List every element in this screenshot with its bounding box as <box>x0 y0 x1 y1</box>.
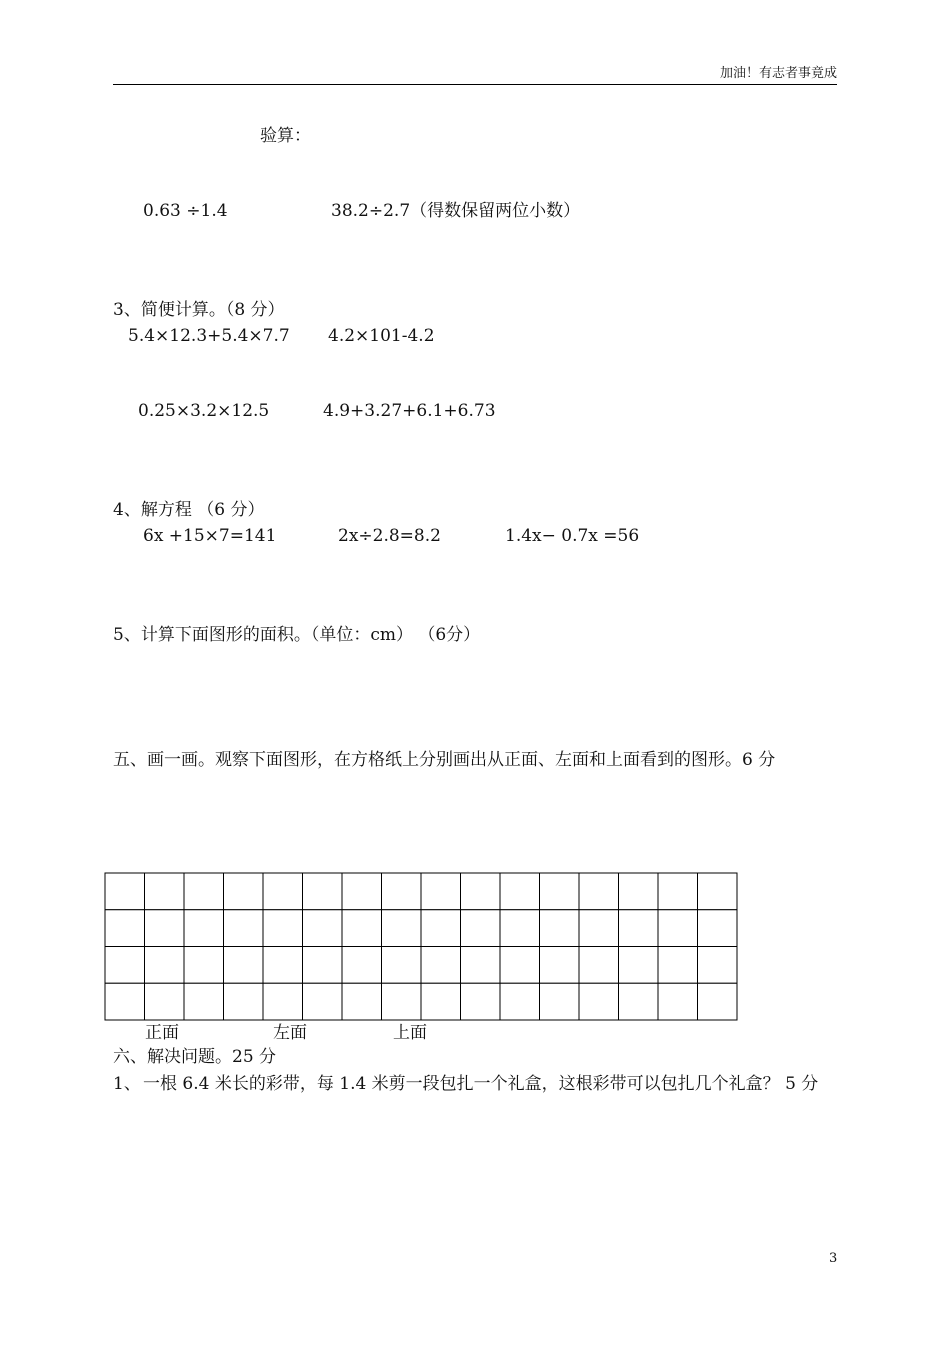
grid-cell[interactable] <box>619 947 659 984</box>
grid-cell[interactable] <box>382 873 422 910</box>
grid-cell[interactable] <box>263 947 303 984</box>
question-number: 1、 <box>113 1074 141 1094</box>
grid-cell[interactable] <box>579 873 619 910</box>
q3-title: 3、简便计算。（8 分） <box>113 300 285 320</box>
grid-cell[interactable] <box>698 983 738 1020</box>
grid-cell[interactable] <box>698 947 738 984</box>
grid-cell[interactable] <box>540 910 580 947</box>
grid-cell[interactable] <box>342 947 382 984</box>
grid-cell[interactable] <box>421 947 461 984</box>
question-text: 一根 6.4 米长的彩带，每 1.4 米剪一段包扎一个礼盒，这根彩带可以包扎几个礼盒？ 5 分 <box>143 1074 819 1094</box>
grid-cell[interactable] <box>224 873 264 910</box>
grid-cell[interactable] <box>145 873 185 910</box>
grid-cell[interactable] <box>184 873 224 910</box>
grid-cell[interactable] <box>619 983 659 1020</box>
check-expression-2: 38.2÷2.7（得数保留两位小数） <box>331 201 581 221</box>
page-number: 3 <box>829 1251 838 1266</box>
grid-cell[interactable] <box>540 983 580 1020</box>
view-label-front: 正面 <box>145 1023 179 1043</box>
grid-cell[interactable] <box>421 983 461 1020</box>
grid-cell[interactable] <box>579 983 619 1020</box>
grid-cell[interactable] <box>461 947 501 984</box>
grid-cell[interactable] <box>105 910 145 947</box>
grid-cell[interactable] <box>184 910 224 947</box>
grid-cell[interactable] <box>145 983 185 1020</box>
view-label-top: 上面 <box>393 1023 427 1043</box>
view-label-left: 左面 <box>273 1023 307 1043</box>
grid-cell[interactable] <box>461 983 501 1020</box>
grid-cell[interactable] <box>382 910 422 947</box>
grid-cell[interactable] <box>145 947 185 984</box>
check-label: 验算： <box>260 126 311 146</box>
grid-cell[interactable] <box>342 873 382 910</box>
grid-cell[interactable] <box>303 983 343 1020</box>
grid-cell[interactable] <box>540 947 580 984</box>
grid-cell[interactable] <box>658 947 698 984</box>
grid-cell[interactable] <box>224 983 264 1020</box>
grid-cell[interactable] <box>224 947 264 984</box>
grid-cell[interactable] <box>303 873 343 910</box>
q4-equation: 6x +15×7=141 <box>143 526 277 546</box>
grid-cell[interactable] <box>658 873 698 910</box>
check-expression-1: 0.63 ÷1.4 <box>143 201 228 221</box>
q4-equation: 1.4x− 0.7x =56 <box>505 526 640 546</box>
grid-cell[interactable] <box>500 910 540 947</box>
grid-cell[interactable] <box>382 947 422 984</box>
section6-title: 六、解决问题。25 分 <box>113 1047 277 1067</box>
grid-cell[interactable] <box>342 983 382 1020</box>
grid-cell[interactable] <box>698 873 738 910</box>
grid-cell[interactable] <box>184 983 224 1020</box>
grid-cell[interactable] <box>421 910 461 947</box>
grid-cell[interactable] <box>263 983 303 1020</box>
section6-question-1 <box>113 1071 837 1097</box>
grid-cell[interactable] <box>619 910 659 947</box>
q4-equation: 2x÷2.8=8.2 <box>338 526 441 546</box>
grid-cell[interactable] <box>303 947 343 984</box>
header-slogan: 加油！有志者事竟成 <box>719 66 837 81</box>
grid-cell[interactable] <box>658 910 698 947</box>
q3-expression: 4.2×101-4.2 <box>328 326 435 346</box>
grid-cell[interactable] <box>619 873 659 910</box>
grid-cell[interactable] <box>342 910 382 947</box>
grid-cell[interactable] <box>105 873 145 910</box>
grid-cell[interactable] <box>105 983 145 1020</box>
grid-cell[interactable] <box>658 983 698 1020</box>
grid-cell[interactable] <box>500 873 540 910</box>
grid-cell[interactable] <box>500 983 540 1020</box>
grid-cell[interactable] <box>421 873 461 910</box>
grid-cell[interactable] <box>145 910 185 947</box>
grid-cell[interactable] <box>224 910 264 947</box>
grid-cell[interactable] <box>698 910 738 947</box>
grid-cell[interactable] <box>263 910 303 947</box>
grid-cell[interactable] <box>382 983 422 1020</box>
header-divider <box>113 84 837 85</box>
q3-expression: 0.25×3.2×12.5 <box>138 401 270 421</box>
q4-title: 4、解方程 （6 分） <box>113 500 265 520</box>
grid-cell[interactable] <box>461 910 501 947</box>
q3-expression: 5.4×12.3+5.4×7.7 <box>128 326 290 346</box>
graph-paper-grid[interactable] <box>104 872 738 1021</box>
grid-cell[interactable] <box>184 947 224 984</box>
q3-expression: 4.9+3.27+6.1+6.73 <box>323 401 496 421</box>
grid-cell[interactable] <box>540 873 580 910</box>
q5-title: 5、计算下面图形的面积。（单位：cm） （6分） <box>113 625 481 645</box>
grid-cell[interactable] <box>461 873 501 910</box>
grid-cell[interactable] <box>500 947 540 984</box>
section5-title: 五、画一画。观察下面图形，在方格纸上分别画出从正面、左面和上面看到的图形。6 分 <box>113 750 776 770</box>
grid-cell[interactable] <box>303 910 343 947</box>
grid-cell[interactable] <box>579 910 619 947</box>
grid-cell[interactable] <box>105 947 145 984</box>
grid-cell[interactable] <box>263 873 303 910</box>
grid-cell[interactable] <box>579 947 619 984</box>
